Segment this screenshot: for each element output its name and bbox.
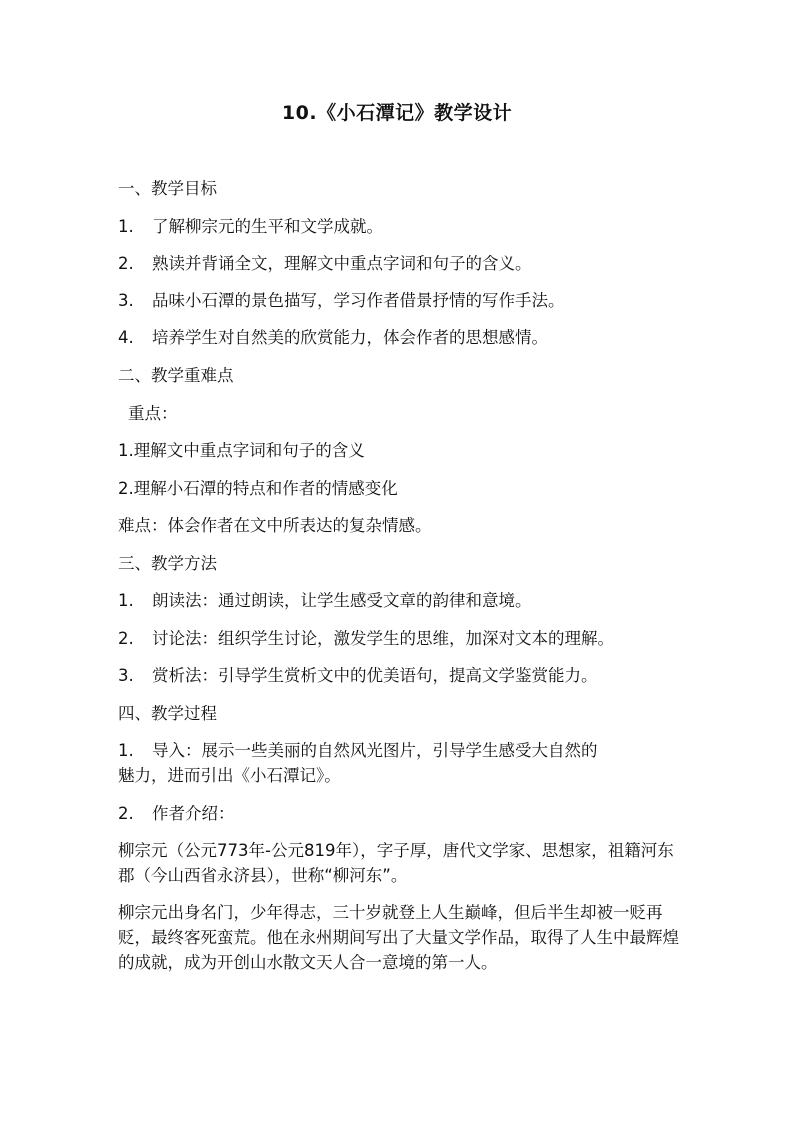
section-heading-key-points: 二、教学重难点: [118, 366, 234, 385]
process-author-label: 作者介绍：: [152, 804, 235, 823]
method-text: 赏析法：引导学生赏析文中的优美语句，提高文学鉴赏能力。: [152, 666, 598, 685]
method-number: 2.: [118, 629, 134, 648]
process-number: 2.: [118, 804, 134, 823]
objective-text: 了解柳宗元的生平和文学成就。: [152, 217, 383, 236]
method-number: 1.: [118, 591, 134, 610]
objective-number: 3.: [118, 291, 134, 310]
objective-item: [118, 253, 532, 275]
objective-number: 2.: [118, 254, 134, 273]
method-item: [118, 665, 598, 687]
method-item: [118, 590, 532, 612]
process-intro-line1: [118, 740, 598, 762]
method-number: 3.: [118, 666, 134, 685]
section-heading-methods: 三、教学方法: [118, 554, 217, 573]
objective-number: 1.: [118, 217, 134, 236]
objective-item: [118, 327, 548, 349]
section-heading-objectives: 一、教学目标: [118, 179, 217, 198]
method-text: 讨论法：组织学生讨论，激发学生的思维，加深对文本的理解。: [152, 629, 614, 648]
document-title: 10.《小石潭记》教学设计: [281, 102, 513, 124]
objective-item: [118, 290, 565, 312]
objective-number: 4.: [118, 328, 134, 347]
section-heading-process: 四、教学过程: [118, 704, 217, 723]
difficulty-text: 难点：体会作者在文中所表达的复杂情感。: [118, 516, 432, 535]
author-bio-paragraph-1: 柳宗元（公元773年-公元819年），字子厚，唐代文学家、思想家，祖籍河东郡（今山西省永济县），世称“柳河东”。: [118, 841, 674, 885]
objective-item: [118, 216, 383, 238]
process-intro-text: 导入：展示一些美丽的自然风光图片，引导学生感受大自然的: [152, 741, 598, 760]
focus-label: 重点：: [128, 404, 178, 423]
process-intro-line2: 魅力，进而引出《小石潭记》。: [118, 766, 341, 785]
objective-text: 品味小石潭的景色描写，学习作者借景抒情的写作手法。: [152, 291, 565, 310]
author-bio-paragraph-2: 柳宗元出身名门，少年得志，三十岁就登上人生巅峰，但后半生却被一贬再贬，最终客死蛮荒。他在永州期间写出了大量文学作品，取得了人生中最辉煌的成就，成为开创山水散文天人合一意境的第一人。: [118, 903, 679, 972]
objective-text: 培养学生对自然美的欣赏能力，体会作者的思想感情。: [152, 328, 548, 347]
focus-item: 2.理解小石潭的特点和作者的情感变化: [118, 479, 398, 498]
process-number: 1.: [118, 741, 134, 760]
focus-item: 1.理解文中重点字词和句子的含义: [118, 441, 365, 460]
method-item: [118, 628, 614, 650]
objective-text: 熟读并背诵全文，理解文中重点字词和句子的含义。: [152, 254, 532, 273]
method-text: 朗读法：通过朗读，让学生感受文章的韵律和意境。: [152, 591, 532, 610]
process-author: [118, 803, 235, 825]
